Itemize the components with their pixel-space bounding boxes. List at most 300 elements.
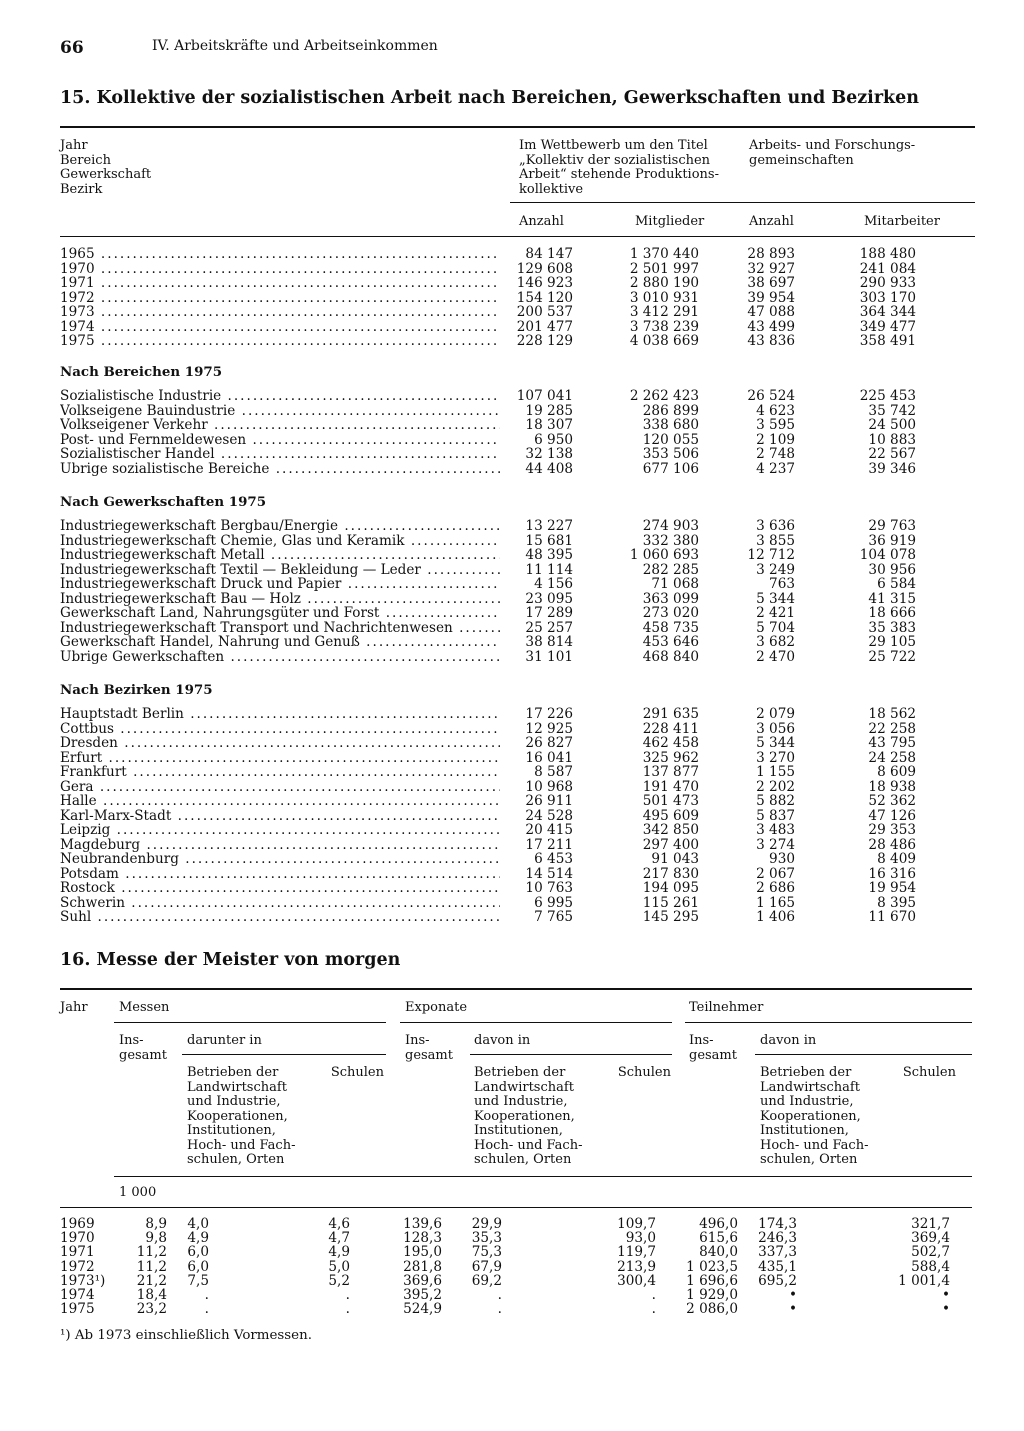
- row-value: 435,1: [758, 1258, 797, 1275]
- row-value: 1 001,4: [898, 1272, 950, 1289]
- row-value: 338 680: [642, 417, 699, 433]
- row-value: 139,6: [403, 1216, 442, 1232]
- row-value: 8 409: [877, 851, 916, 867]
- row-value: 6 995: [534, 894, 573, 911]
- row-value: 128,3: [403, 1230, 442, 1247]
- group2-header-line: Arbeits- und Forschungs-: [749, 138, 916, 153]
- row-value: 16 041: [525, 749, 573, 766]
- row-value: 12 925: [525, 720, 573, 737]
- row-value: 6 584: [877, 576, 916, 592]
- row-label: 1970 .....: [60, 262, 500, 277]
- row-value: 303 170: [859, 289, 916, 306]
- page-number: 66: [60, 38, 84, 58]
- row-value: 4 038 669: [629, 333, 699, 349]
- row-year: 1972: [60, 1258, 95, 1275]
- row-value: .: [497, 1287, 502, 1303]
- row-label: Sozialistischer Handel .....: [60, 447, 500, 462]
- table-row: [0, 334, 1024, 349]
- column-header-mitglieder: Mitglieder: [635, 214, 705, 229]
- row-value: 2 470: [756, 648, 795, 665]
- row-label: Cottbus .....: [60, 722, 500, 737]
- row-value: 26 911: [525, 793, 573, 809]
- row-value: 3 855: [756, 532, 795, 549]
- betriebe-header-line: Kooperationen,: [187, 1108, 288, 1124]
- row-value: 28 486: [868, 836, 916, 853]
- row-value: 273 020: [642, 605, 699, 621]
- row-value: 11 114: [525, 561, 573, 578]
- row-label: Suhl .....: [60, 910, 500, 925]
- row-label: Leipzig .....: [60, 823, 500, 838]
- row-value: 91 043: [651, 851, 699, 867]
- betriebe-header-line: schulen, Orten: [187, 1152, 285, 1167]
- row-value: 225 453: [859, 388, 916, 404]
- table-row: [0, 592, 1024, 607]
- running-head: IV. Arbeitskräfte und Arbeitseinkommen: [152, 38, 438, 54]
- row-value: 44 408: [525, 460, 573, 477]
- row-value: 6 453: [534, 851, 573, 867]
- row-value: 349 477: [859, 318, 916, 335]
- row-value: 154 120: [516, 289, 573, 306]
- row-value: 201 477: [516, 318, 573, 335]
- row-value: 194 095: [642, 880, 699, 896]
- table-row: [0, 722, 1024, 737]
- row-value: .: [651, 1301, 656, 1318]
- stub-header-line: Gewerkschaft: [60, 167, 152, 182]
- group1-header-line: „Kollektiv der sozialistischen: [519, 152, 711, 168]
- row-value: 5 704: [756, 619, 795, 636]
- table-row: [0, 389, 1024, 404]
- row-value: 4,0: [187, 1216, 209, 1232]
- table-row: [0, 1288, 1024, 1302]
- table-row: [0, 606, 1024, 621]
- row-value: 1 929,0: [686, 1287, 738, 1303]
- row-value: 84 147: [525, 246, 573, 262]
- group-rule-teilnehmer: [685, 1022, 972, 1023]
- row-value: 3 274: [756, 836, 795, 853]
- table-row: [0, 1231, 1024, 1245]
- row-value: 21,2: [136, 1272, 167, 1289]
- row-value: 3 056: [756, 720, 795, 737]
- row-value: 71 068: [651, 576, 699, 592]
- row-value: .: [345, 1287, 350, 1303]
- row-value: 20 415: [525, 822, 573, 838]
- row-value: 763: [769, 576, 795, 592]
- betriebe-header-line: Landwirtschaft: [760, 1079, 860, 1095]
- row-value: 282 285: [642, 561, 699, 578]
- table-row: [0, 447, 1024, 462]
- table-row: [0, 852, 1024, 867]
- row-value: .: [204, 1301, 209, 1318]
- row-value: 228 129: [516, 333, 573, 349]
- row-value: .: [651, 1287, 656, 1303]
- row-value: 2 202: [756, 778, 795, 795]
- group-rule-messen: [114, 1022, 386, 1023]
- table-row: [0, 765, 1024, 780]
- row-value: 22 258: [868, 720, 916, 737]
- row-value: •: [941, 1287, 950, 1303]
- row-value: 39 346: [868, 460, 916, 477]
- row-value: 4 623: [756, 402, 795, 419]
- row-value: 18,4: [136, 1287, 167, 1303]
- row-value: 22 567: [868, 446, 916, 462]
- table-row: [0, 1260, 1024, 1274]
- table15-top-rule: [60, 126, 975, 128]
- exponate-total-header: [405, 1034, 453, 1063]
- schulen-column-header: Schulen: [902, 1065, 956, 1080]
- row-value: 17 289: [525, 605, 573, 621]
- row-year: 1969: [60, 1216, 95, 1232]
- table-row: [0, 780, 1024, 795]
- row-value: 24 528: [525, 807, 573, 824]
- row-year: 1971: [60, 1244, 95, 1261]
- row-value: 93,0: [625, 1230, 656, 1247]
- total-header-line: Ins-: [405, 1033, 430, 1048]
- row-value: 4,6: [328, 1216, 350, 1232]
- row-year: 1970: [60, 1230, 95, 1247]
- table-row: [0, 462, 1024, 477]
- row-value: 109,7: [617, 1216, 656, 1232]
- row-value: 297 400: [642, 836, 699, 853]
- row-value: 3 682: [756, 634, 795, 650]
- row-value: 2 086,0: [686, 1301, 738, 1318]
- row-value: 3 249: [756, 561, 795, 578]
- row-value: 43 499: [747, 318, 795, 335]
- row-label: Industriegewerkschaft Druck und Papier .....: [60, 577, 500, 592]
- row-value: 1 370 440: [629, 246, 699, 262]
- betriebe-column-header: [187, 1066, 295, 1168]
- row-value: 358 491: [859, 333, 916, 349]
- row-value: 32 927: [747, 260, 795, 277]
- row-value: 18 666: [868, 605, 916, 621]
- row-value: 14 514: [525, 865, 573, 882]
- total-header-line: gesamt: [119, 1047, 167, 1063]
- row-value: •: [941, 1301, 950, 1318]
- row-label: 1973 .....: [60, 305, 500, 320]
- row-label: Schwerin .....: [60, 896, 500, 911]
- row-value: 2 421: [756, 605, 795, 621]
- betriebe-header-line: Institutionen,: [187, 1123, 276, 1138]
- table15-group2-header: [749, 139, 915, 168]
- row-value: 18 938: [868, 778, 916, 795]
- row-value: 19 954: [868, 880, 916, 896]
- row-label: 1965 .....: [60, 247, 500, 262]
- row-label: Frankfurt .....: [60, 765, 500, 780]
- row-label: Industriegewerkschaft Metall .....: [60, 548, 500, 563]
- row-value: 2 501 997: [629, 260, 699, 277]
- table-row: [0, 1245, 1024, 1259]
- row-label: Volkseigener Verkehr .....: [60, 418, 500, 433]
- row-value: 241 084: [859, 260, 916, 277]
- row-value: 462 458: [642, 735, 699, 751]
- table-row: [0, 418, 1024, 433]
- table-row: [0, 736, 1024, 751]
- row-value: 15 681: [525, 532, 573, 549]
- row-value: 107 041: [516, 388, 573, 404]
- table15-group1-header: [519, 139, 719, 197]
- table15-title: 15. Kollektive der sozialistischen Arbeit nach Bereichen, Gewerkschaften und Bezirken: [60, 88, 920, 108]
- betriebe-header-line: Hoch- und Fach-: [474, 1137, 583, 1153]
- row-value: 6,0: [187, 1258, 209, 1275]
- row-value: 286 899: [642, 402, 699, 419]
- table16-stub-header: Jahr: [60, 1000, 88, 1015]
- row-value: 300,4: [617, 1272, 656, 1289]
- row-value: 28 893: [747, 246, 795, 262]
- group-header-teilnehmer: Teilnehmer: [689, 1000, 764, 1015]
- row-label: Volkseigene Bauindustrie .....: [60, 404, 500, 419]
- row-value: 29 763: [868, 518, 916, 534]
- row-value: 4,9: [328, 1244, 350, 1261]
- betriebe-header-line: Landwirtschaft: [187, 1079, 287, 1095]
- row-value: 2 880 190: [629, 275, 699, 291]
- row-value: 26 524: [747, 388, 795, 404]
- table-row: [0, 433, 1024, 448]
- row-value: 930: [769, 851, 795, 867]
- group-rule-exponate: [400, 1022, 672, 1023]
- row-value: 36 919: [868, 532, 916, 549]
- row-value: 369,4: [911, 1230, 950, 1247]
- row-value: 4 156: [534, 576, 573, 592]
- section-heading: Nach Bereichen 1975: [60, 364, 223, 380]
- row-value: 2 686: [756, 880, 795, 896]
- row-value: 9,8: [145, 1230, 167, 1247]
- row-value: 502,7: [911, 1244, 950, 1261]
- row-value: 363 099: [642, 590, 699, 607]
- betriebe-header-line: und Industrie,: [474, 1094, 568, 1109]
- row-label: Übrige sozialistische Bereiche .....: [60, 462, 500, 477]
- row-value: 18 562: [868, 706, 916, 722]
- row-value: 8,9: [145, 1216, 167, 1232]
- betriebe-header-line: Institutionen,: [474, 1123, 563, 1138]
- row-value: 7 765: [534, 909, 573, 925]
- row-value: 1 406: [756, 909, 795, 925]
- table-row: [0, 320, 1024, 335]
- row-value: 3 010 931: [629, 289, 699, 306]
- table-row: [0, 534, 1024, 549]
- row-value: 174,3: [758, 1216, 797, 1232]
- row-value: 2 748: [756, 446, 795, 462]
- row-year: 1974: [60, 1287, 95, 1303]
- table16-top-rule: [60, 988, 972, 990]
- row-value: 1 155: [756, 764, 795, 780]
- row-value: 369,6: [403, 1272, 442, 1289]
- row-value: 38 814: [525, 634, 573, 650]
- table-row: [0, 404, 1024, 419]
- row-value: 453 646: [642, 634, 699, 650]
- row-label: Industriegewerkschaft Textil — Bekleidung — Leder .....: [60, 563, 500, 578]
- row-value: 38 697: [747, 275, 795, 291]
- row-value: 524,9: [403, 1301, 442, 1318]
- row-value: 119,7: [617, 1244, 656, 1261]
- group2-header-line: gemeinschaften: [749, 152, 854, 168]
- teilnehmer-total-header: [689, 1034, 737, 1063]
- table-row: [0, 867, 1024, 882]
- row-value: 458 735: [642, 619, 699, 636]
- row-label: Erfurt .....: [60, 751, 500, 766]
- row-value: 342 850: [642, 822, 699, 838]
- table-row: [0, 650, 1024, 665]
- row-value: 41 315: [868, 590, 916, 607]
- table-row: [0, 262, 1024, 277]
- table15-header-subrule: [510, 202, 975, 203]
- betriebe-header-line: Betrieben der: [474, 1065, 566, 1080]
- column-header-anzahl: Anzahl: [519, 214, 564, 229]
- row-value: 188 480: [859, 246, 916, 262]
- betriebe-column-header: [760, 1066, 868, 1168]
- row-value: 75,3: [471, 1244, 502, 1261]
- table15-header-bottom-rule: [60, 236, 975, 237]
- row-value: 5 344: [756, 735, 795, 751]
- row-year: 1975: [60, 1301, 95, 1318]
- table-row: [0, 823, 1024, 838]
- row-value: 3 636: [756, 518, 795, 534]
- row-label: 1974 .....: [60, 320, 500, 335]
- row-value: 3 270: [756, 749, 795, 766]
- exponate-sub-header: davon in: [474, 1033, 531, 1048]
- row-label: Halle .....: [60, 794, 500, 809]
- row-value: 353 506: [642, 446, 699, 462]
- row-label: Gewerkschaft Land, Nahrungsgüter und Forst .....: [60, 606, 500, 621]
- row-value: 3 483: [756, 822, 795, 838]
- table-row: [0, 635, 1024, 650]
- row-value: 2 079: [756, 706, 795, 722]
- row-value: 23 095: [525, 590, 573, 607]
- row-value: 5,0: [328, 1258, 350, 1275]
- row-value: 281,8: [403, 1258, 442, 1275]
- row-value: 290 933: [859, 275, 916, 291]
- schulen-column-header: Schulen: [330, 1065, 384, 1080]
- row-value: 6 950: [534, 431, 573, 448]
- row-value: 10 763: [525, 880, 573, 896]
- row-value: 29 105: [868, 634, 916, 650]
- table-row: [0, 291, 1024, 306]
- row-value: 47 088: [747, 304, 795, 320]
- row-value: 228 411: [642, 720, 699, 737]
- betriebe-header-line: Hoch- und Fach-: [760, 1137, 869, 1153]
- row-value: 2 067: [756, 865, 795, 882]
- sub-rule-messen: [182, 1054, 386, 1055]
- row-value: 146 923: [516, 275, 573, 291]
- sub-rule-teilnehmer: [755, 1054, 972, 1055]
- row-label: 1971 .....: [60, 276, 500, 291]
- row-value: 588,4: [911, 1258, 950, 1275]
- table-row: [0, 838, 1024, 853]
- row-value: 69,2: [471, 1272, 502, 1289]
- table-row: [0, 896, 1024, 911]
- row-value: 145 295: [642, 909, 699, 925]
- betriebe-header-line: Betrieben der: [760, 1065, 852, 1080]
- row-value: 39 954: [747, 289, 795, 306]
- row-value: 468 840: [642, 648, 699, 665]
- betriebe-header-line: Landwirtschaft: [474, 1079, 574, 1095]
- row-value: 337,3: [758, 1244, 797, 1261]
- row-value: 246,3: [758, 1230, 797, 1247]
- row-label: Karl-Marx-Stadt .....: [60, 809, 500, 824]
- row-value: 191 470: [642, 778, 699, 795]
- table-row: [0, 519, 1024, 534]
- row-value: 2 262 423: [629, 388, 699, 404]
- row-value: 129 608: [516, 260, 573, 277]
- betriebe-header-line: Institutionen,: [760, 1123, 849, 1138]
- row-value: 321,7: [911, 1216, 950, 1232]
- betriebe-header-line: und Industrie,: [187, 1094, 281, 1109]
- row-value: 48 395: [525, 547, 573, 563]
- row-value: 26 827: [525, 735, 573, 751]
- row-value: 29 353: [868, 822, 916, 838]
- row-label: Magdeburg .....: [60, 838, 500, 853]
- row-label: Hauptstadt Berlin .....: [60, 707, 500, 722]
- row-value: 3 412 291: [629, 304, 699, 320]
- row-value: 11,2: [136, 1244, 167, 1261]
- row-value: 8 395: [877, 894, 916, 911]
- table-row: [0, 809, 1024, 824]
- row-value: 52 362: [868, 793, 916, 809]
- row-value: 325 962: [642, 749, 699, 766]
- total-header-line: Ins-: [119, 1033, 144, 1048]
- row-value: 10 968: [525, 778, 573, 795]
- row-value: 4,9: [187, 1230, 209, 1247]
- row-value: .: [497, 1301, 502, 1318]
- row-value: 3 738 239: [629, 318, 699, 335]
- row-label: Industriegewerkschaft Bau — Holz .....: [60, 592, 500, 607]
- row-value: 12 712: [747, 547, 795, 563]
- row-value: •: [788, 1287, 797, 1303]
- row-value: 35 383: [868, 619, 916, 636]
- table-row: [0, 621, 1024, 636]
- row-value: 1 165: [756, 894, 795, 911]
- row-label: Industriegewerkschaft Chemie, Glas und Keramik .....: [60, 534, 500, 549]
- table-row: [0, 1302, 1024, 1316]
- betriebe-header-line: Hoch- und Fach-: [187, 1137, 296, 1153]
- messen-total-header: [119, 1034, 167, 1063]
- row-value: 332 380: [642, 532, 699, 549]
- row-value: 35,3: [471, 1230, 502, 1247]
- row-value: 195,0: [403, 1244, 442, 1261]
- betriebe-column-header: [474, 1066, 582, 1168]
- row-value: 695,2: [758, 1272, 797, 1289]
- row-label: Sozialistische Industrie .....: [60, 389, 500, 404]
- total-header-line: Ins-: [689, 1033, 714, 1048]
- row-value: 23,2: [136, 1301, 167, 1318]
- row-value: 32 138: [525, 446, 573, 462]
- betriebe-header-line: Kooperationen,: [760, 1108, 861, 1124]
- row-label: Rostock .....: [60, 881, 500, 896]
- column-header-mitarbeiter: Mitarbeiter: [864, 214, 940, 229]
- row-value: 17 226: [525, 706, 573, 722]
- table16-footnote: ¹) Ab 1973 einschließlich Vormessen.: [60, 1328, 312, 1343]
- row-year: 1973¹): [60, 1272, 106, 1289]
- row-label: Dresden .....: [60, 736, 500, 751]
- row-label: Neubrandenburg .....: [60, 852, 500, 867]
- row-value: 16 316: [868, 865, 916, 882]
- table16-unit-rule-top: [114, 1176, 972, 1177]
- stub-header-line: Bezirk: [60, 181, 103, 197]
- row-value: 496,0: [699, 1216, 738, 1232]
- total-header-line: gesamt: [689, 1047, 737, 1063]
- row-label: Übrige Gewerkschaften .....: [60, 650, 500, 665]
- table-row: [0, 794, 1024, 809]
- messen-sub-header: darunter in: [187, 1033, 262, 1048]
- teilnehmer-sub-header: davon in: [760, 1033, 817, 1048]
- group-header-exponate: Exponate: [405, 1000, 468, 1015]
- row-value: 30 956: [868, 561, 916, 578]
- row-label: Post- und Fernmeldewesen .....: [60, 433, 500, 448]
- row-value: 25 722: [868, 648, 916, 665]
- row-value: 120 055: [642, 431, 699, 448]
- betriebe-header-line: schulen, Orten: [474, 1152, 572, 1167]
- row-value: 3 595: [756, 417, 795, 433]
- row-label: 1975 .....: [60, 334, 500, 349]
- row-value: 8 609: [877, 764, 916, 780]
